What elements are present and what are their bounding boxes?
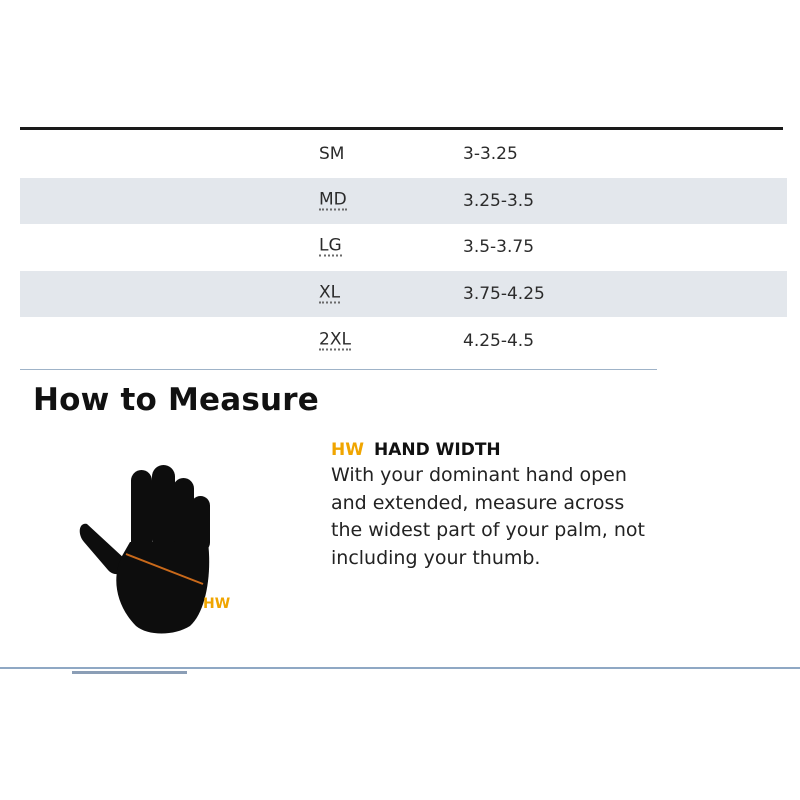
size-label: SM xyxy=(319,144,345,165)
measure-abbr: HW xyxy=(331,440,364,460)
figure-hw-label: HW xyxy=(203,596,231,612)
measure-description: With your dominant hand open and extended, measure across the widest part of your palm, not including your thumb. xyxy=(331,464,645,569)
section-title: How to Measure xyxy=(33,382,320,418)
size-label[interactable]: LG xyxy=(319,235,342,256)
size-label[interactable]: XL xyxy=(319,282,341,303)
ring-finger xyxy=(173,478,194,552)
size-range: 4.25-4.5 xyxy=(463,330,535,351)
middle-finger xyxy=(152,465,175,551)
index-finger xyxy=(131,470,152,554)
table-row xyxy=(20,131,787,178)
table-row xyxy=(20,224,787,271)
table-row xyxy=(20,178,787,225)
size-table xyxy=(20,131,787,364)
table-row xyxy=(20,271,787,318)
size-range: 3.25-3.5 xyxy=(463,190,535,211)
faint-underline xyxy=(72,671,187,674)
bottom-divider xyxy=(0,667,800,669)
table-row xyxy=(20,317,787,364)
measure-heading xyxy=(331,440,501,460)
table-top-rule xyxy=(20,127,783,130)
size-range: 3.5-3.75 xyxy=(463,237,535,258)
size-label[interactable]: 2XL xyxy=(319,329,351,350)
section-divider xyxy=(20,369,657,370)
measure-name: HAND WIDTH xyxy=(373,440,501,460)
size-range: 3.75-4.25 xyxy=(463,284,545,305)
size-range: 3-3.25 xyxy=(463,144,518,165)
size-label[interactable]: MD xyxy=(319,189,347,210)
